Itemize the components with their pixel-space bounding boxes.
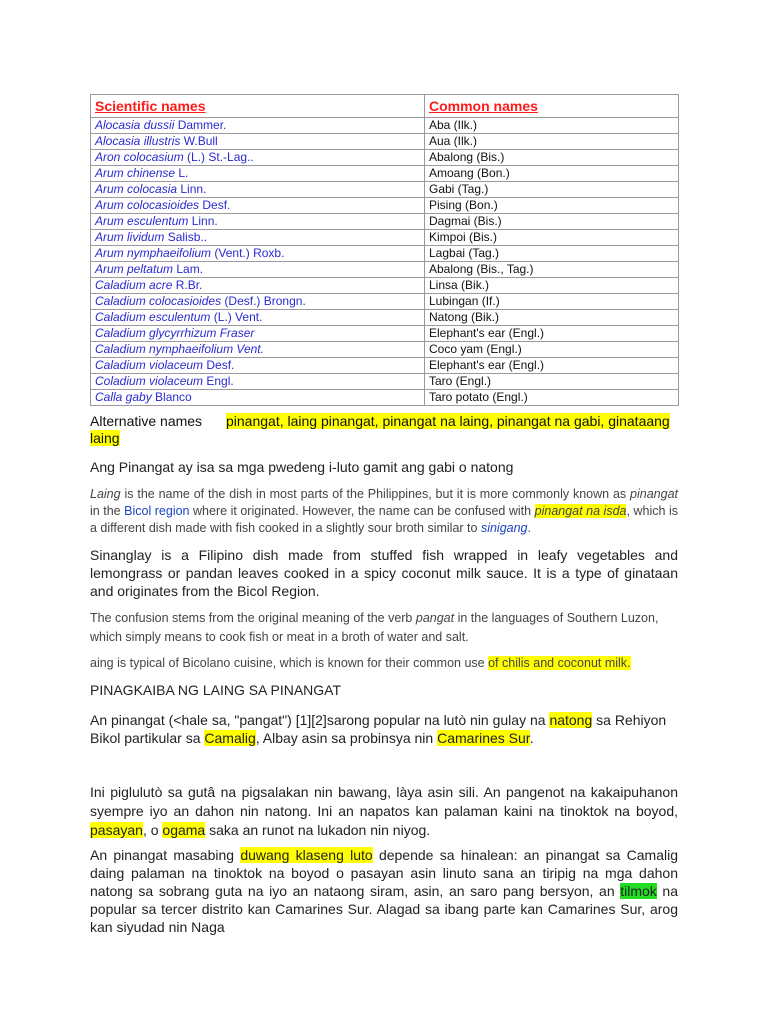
section-heading: PINAGKAIBA NG LAING SA PINANGAT bbox=[90, 682, 342, 698]
scientific-name-cell bbox=[91, 198, 425, 214]
sinigang-link[interactable]: sinigang bbox=[480, 521, 528, 535]
scientific-name-author: Lam. bbox=[173, 262, 204, 276]
scientific-name-cell bbox=[91, 118, 425, 134]
ogama-highlight: ogama bbox=[162, 822, 206, 838]
scientific-name-author: Salisb.. bbox=[164, 230, 208, 244]
laing-text-2: in the bbox=[90, 504, 125, 518]
table-row bbox=[91, 182, 679, 198]
common-name-cell: Aua (Ilk.) bbox=[425, 134, 679, 150]
scientific-name-cell bbox=[91, 214, 425, 230]
laing-text-4: , which is a different dish made with fish cooked in a slightly sour broth similar to bbox=[90, 504, 678, 535]
alternative-names-label: Alternative names bbox=[90, 413, 203, 429]
table-row bbox=[91, 310, 679, 326]
ini-text-2: , o bbox=[142, 822, 163, 838]
common-name-cell: Elephant's ear (Engl.) bbox=[425, 326, 679, 342]
laing-paragraph bbox=[90, 486, 678, 537]
confusion-text-2: in the languages of Southern Luzon, which simply means to cook fish or meat in a broth of water and salt. bbox=[90, 611, 659, 644]
table-body bbox=[91, 118, 679, 406]
common-name-cell: Amoang (Bon.) bbox=[425, 166, 679, 182]
aing-text-1: aing is typical of Bicolano cuisine, which is known for their common use bbox=[90, 656, 489, 670]
table-row bbox=[91, 374, 679, 390]
scientific-name-cell bbox=[91, 166, 425, 182]
alternative-names-row bbox=[90, 413, 678, 447]
scientific-name-genus: Caladium nymphaeifolium Vent. bbox=[95, 342, 264, 356]
table-row bbox=[91, 150, 679, 166]
common-name-cell: Lubingan (If.) bbox=[425, 294, 679, 310]
pinangat-text-4: . bbox=[529, 730, 534, 746]
table-row bbox=[91, 326, 679, 342]
masabing-paragraph bbox=[90, 846, 678, 936]
common-name-cell: Taro (Engl.) bbox=[425, 374, 679, 390]
scientific-name-genus: Caladium esculentum bbox=[95, 310, 211, 324]
scientific-name-cell bbox=[91, 326, 425, 342]
bicol-region-link[interactable]: Bicol region bbox=[124, 504, 190, 518]
common-name-cell: Coco yam (Engl.) bbox=[425, 342, 679, 358]
scientific-common-names-table bbox=[90, 94, 679, 406]
pasayan-highlight: pasayan bbox=[90, 822, 143, 838]
scientific-name-author: Desf. bbox=[199, 198, 231, 212]
camalig-highlight: Camalig bbox=[204, 730, 256, 746]
table-row bbox=[91, 134, 679, 150]
pinangat-text-1: An pinangat (<hale sa, "pangat") [1][2]sarong popular na lutò nin gulay na bbox=[90, 712, 550, 728]
scientific-name-cell bbox=[91, 294, 425, 310]
common-name-cell: Lagbai (Tag.) bbox=[425, 246, 679, 262]
table-row bbox=[91, 390, 679, 406]
pangat-term: pangat bbox=[415, 611, 455, 625]
intro-sentence: Ang Pinangat ay isa sa mga pwedeng i-luto gamit ang gabi o natong bbox=[90, 459, 514, 475]
common-name-cell: Natong (Bik.) bbox=[425, 310, 679, 326]
laing-text-5: . bbox=[527, 521, 531, 535]
masabing-text-2: depende sa hinalean: an pinangat sa Camalig daing palaman na tinoktok na boyod o pasayan asin linuto sana an tiripig na mga dahon natong sa sobrang guta na iyo an nataong siram, asin, an saro pang bersyon, an bbox=[90, 847, 678, 899]
scientific-name-genus: Caladium violaceum bbox=[95, 358, 204, 372]
scientific-name-author: Desf. bbox=[203, 358, 235, 372]
scientific-name-author: R.Br. bbox=[172, 278, 203, 292]
chilis-coconut-highlight: of chilis and coconut milk. bbox=[488, 656, 631, 670]
scientific-name-genus: Arum colocasia bbox=[95, 182, 178, 196]
scientific-name-genus: Caladium colocasioides bbox=[95, 294, 222, 308]
scientific-name-genus: Alocasia illustris bbox=[95, 134, 181, 148]
confusion-paragraph bbox=[90, 609, 678, 647]
scientific-name-cell bbox=[91, 310, 425, 326]
common-name-cell: Gabi (Tag.) bbox=[425, 182, 679, 198]
scientific-name-cell bbox=[91, 230, 425, 246]
scientific-name-genus: Arum colocasioides bbox=[95, 198, 200, 212]
table-row bbox=[91, 118, 679, 134]
scientific-name-author: W.Bull bbox=[180, 134, 218, 148]
scientific-name-genus: Arum nymphaeifolium bbox=[95, 246, 212, 260]
laing-term: Laing bbox=[90, 487, 121, 501]
sinanglay-paragraph: Sinanglay is a Filipino dish made from stuffed fish wrapped in leafy vegetables and lemongrass or pandan leaves cooked in a spicy coconut milk sauce. It is a type of ginataan and originates from the Bicol Region. bbox=[90, 547, 678, 599]
scientific-name-genus: Arum esculentum bbox=[95, 214, 189, 228]
table-row bbox=[91, 246, 679, 262]
duwang-klaseng-luto-highlight: duwang klaseng luto bbox=[240, 847, 373, 863]
scientific-name-genus: Caladium acre bbox=[95, 278, 173, 292]
pinangat-term: pinangat bbox=[630, 487, 678, 501]
scientific-name-cell bbox=[91, 358, 425, 374]
common-name-cell: Pising (Bon.) bbox=[425, 198, 679, 214]
scientific-name-author: Engl. bbox=[203, 374, 234, 388]
alternative-names-list: pinangat, laing pinangat, pinangat na laing, pinangat na gabi, ginataang laing bbox=[90, 413, 670, 446]
scientific-name-author: (Vent.) Roxb. bbox=[211, 246, 285, 260]
natong-highlight: natong bbox=[549, 712, 593, 728]
scientific-name-genus: Coladium violaceum bbox=[95, 374, 204, 388]
scientific-name-genus: Arum peltatum bbox=[95, 262, 174, 276]
camarines-sur-highlight: Camarines Sur bbox=[437, 730, 530, 746]
tilmok-highlight: tilmok bbox=[620, 883, 657, 899]
scientific-name-genus: Aron colocasium bbox=[95, 150, 184, 164]
common-name-cell: Abalong (Bis.) bbox=[425, 150, 679, 166]
scientific-name-cell bbox=[91, 182, 425, 198]
ini-text-3: saka an runot na lukadon nin niyog. bbox=[205, 822, 431, 838]
masabing-text-3: na popular sa tercer distrito kan Camarines Sur. Alagad sa ibang parte kan Camarines Sur, arog kan siyudad nin Naga bbox=[90, 883, 679, 935]
table-row bbox=[91, 358, 679, 374]
table-row bbox=[91, 294, 679, 310]
common-name-cell: Elephant's ear (Engl.) bbox=[425, 358, 679, 374]
scientific-name-cell bbox=[91, 278, 425, 294]
laing-text-3: where it originated. However, the name can be confused with bbox=[189, 504, 535, 518]
scientific-name-genus: Arum lividum bbox=[95, 230, 165, 244]
scientific-name-cell bbox=[91, 134, 425, 150]
scientific-name-cell bbox=[91, 246, 425, 262]
scientific-name-author: (L.) St.-Lag.. bbox=[183, 150, 254, 164]
scientific-name-author: Blanco bbox=[151, 390, 192, 404]
scientific-name-cell bbox=[91, 342, 425, 358]
table-row bbox=[91, 262, 679, 278]
scientific-name-genus: Arum chinense bbox=[95, 166, 176, 180]
pinangat-paragraph bbox=[90, 711, 678, 747]
aing-paragraph bbox=[90, 655, 678, 672]
scientific-name-author: (L.) Vent. bbox=[210, 310, 263, 324]
pinangat-text-3: , Albay asin sa probinsya nin bbox=[255, 730, 438, 746]
scientific-name-author: (Desf.) Brongn. bbox=[221, 294, 306, 308]
table-row bbox=[91, 278, 679, 294]
scientific-name-genus: Alocasia dussii bbox=[95, 118, 175, 132]
scientific-name-cell bbox=[91, 262, 425, 278]
laing-text-1: is the name of the dish in most parts of the Philippines, but it is more commonly known as bbox=[120, 487, 631, 501]
scientific-name-author: L. bbox=[175, 166, 189, 180]
table-header-row bbox=[91, 95, 679, 118]
ini-paragraph bbox=[90, 783, 678, 840]
common-name-cell: Taro potato (Engl.) bbox=[425, 390, 679, 406]
ini-text-1: Ini piglulutò sa gutâ na pigsalakan nin bawang, làya asin sili. An pangenot na kakaipuhanon syempre iyo an dahon nin natong. Ini an napatos kan palaman kaini na tinoktok na boyod, bbox=[90, 784, 678, 819]
common-name-cell: Linsa (Bik.) bbox=[425, 278, 679, 294]
table-row bbox=[91, 198, 679, 214]
scientific-name-author: Linn. bbox=[188, 214, 218, 228]
common-name-cell: Dagmai (Bis.) bbox=[425, 214, 679, 230]
table-row bbox=[91, 342, 679, 358]
pinangat-na-isda-term: pinangat na isda bbox=[534, 504, 627, 518]
common-name-cell: Abalong (Bis., Tag.) bbox=[425, 262, 679, 278]
common-name-cell: Kimpoi (Bis.) bbox=[425, 230, 679, 246]
scientific-name-author: Linn. bbox=[177, 182, 207, 196]
table-row bbox=[91, 166, 679, 182]
header-scientific-names: Scientific names bbox=[91, 95, 425, 118]
header-common-names: Common names bbox=[425, 95, 679, 118]
table-row bbox=[91, 230, 679, 246]
scientific-name-cell bbox=[91, 374, 425, 390]
scientific-name-genus: Caladium glycyrrhizum Fraser bbox=[95, 326, 255, 340]
scientific-name-cell bbox=[91, 390, 425, 406]
table-row bbox=[91, 214, 679, 230]
scientific-name-cell bbox=[91, 150, 425, 166]
scientific-name-author: Dammer. bbox=[174, 118, 227, 132]
scientific-name-genus: Calla gaby bbox=[95, 390, 152, 404]
pinangat-text-2: sa Rehiyon Bikol partikular sa bbox=[90, 712, 667, 746]
common-name-cell: Aba (Ilk.) bbox=[425, 118, 679, 134]
masabing-text-1: An pinangat masabing bbox=[90, 847, 241, 863]
confusion-text-1: The confusion stems from the original meaning of the verb bbox=[90, 611, 416, 625]
